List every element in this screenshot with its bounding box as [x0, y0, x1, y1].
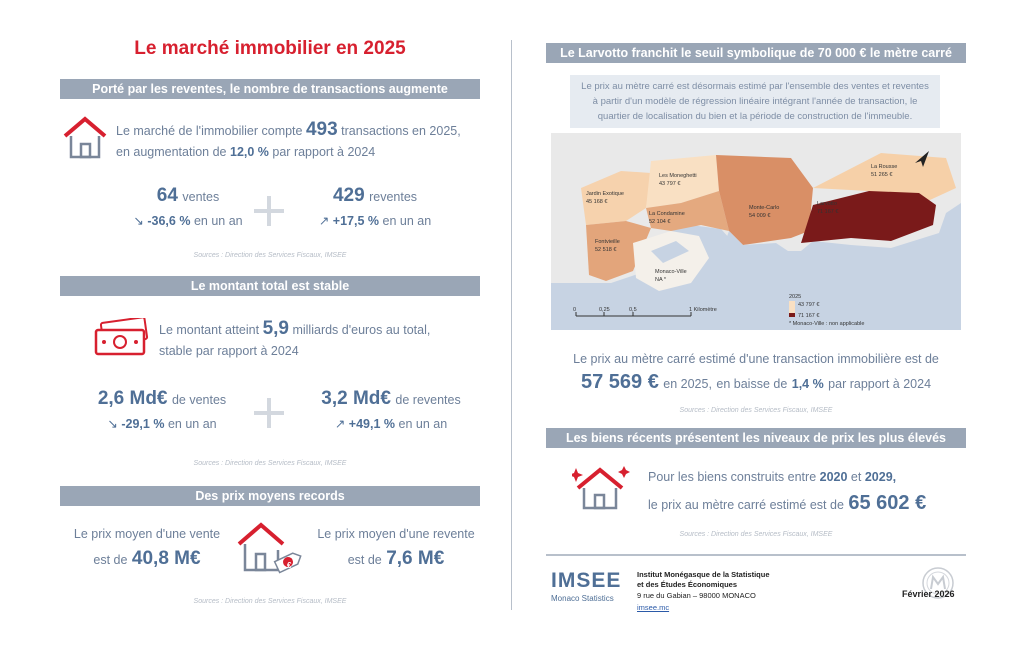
price-tag-symbol: € [287, 561, 292, 570]
institute-name-line1: Institut Monégasque de la Statistique [637, 570, 770, 579]
text-fragment: le prix au mètre carré estimé est de [648, 498, 844, 512]
map-value: 54 009 € [749, 213, 771, 219]
map-value: 43 797 € [659, 181, 681, 187]
prix-revente-block [306, 548, 486, 571]
price-change-value: 1,4 % [791, 377, 824, 391]
text-fragment: en un an [167, 417, 217, 431]
institute-name-line2: et des Études Économiques [637, 580, 738, 589]
map-label: Les Moneghetti [659, 173, 697, 179]
map-value: NA * [655, 277, 667, 283]
text-fragment: en 2025, [663, 377, 712, 391]
ventes-change-value: -36,6 % [147, 214, 191, 228]
ventes-label: ventes [182, 190, 220, 204]
footer-divider [546, 554, 966, 556]
text-fragment: en augmentation de [116, 145, 227, 159]
text-fragment: et [850, 470, 862, 484]
legend-note: * Monaco-Ville : non applicable [789, 321, 865, 327]
map-label: Monaco-Ville [655, 269, 687, 275]
sparkle-icon [572, 468, 583, 482]
map-label: Jardin Exotique [586, 191, 624, 197]
price-summary-line1: Le prix au mètre carré estimé d'une transaction immobilière est de [573, 352, 939, 366]
prix-revente-label: Le prix moyen d'une revente [317, 527, 475, 541]
plus-icon-bar [254, 411, 284, 415]
montant-text [159, 318, 479, 362]
text-fragment: en baisse de [716, 377, 788, 391]
text-fragment: Pour les biens construits entre [648, 470, 817, 484]
section-band-transactions: Porté par les reventes, le nombre de transactions augmente [60, 79, 480, 99]
legend-max: 71 167 € [798, 313, 820, 319]
prix-vente-value: 40,8 M€ [131, 548, 201, 569]
scale-label: 0,5 [629, 307, 637, 313]
section-band-recents: Les biens récents présentent les niveaux de prix les plus élevés [546, 428, 966, 448]
recent-line2 [648, 492, 968, 516]
imsee-logo-subtitle: Monaco Statistics [551, 594, 614, 603]
district-monte-carlo [716, 155, 813, 245]
prix-vente-label: Le prix moyen d'une vente [73, 527, 221, 541]
text-fragment: transactions en 2025, [341, 124, 461, 138]
montant-reventes-value: 3,2 Md€ [321, 388, 391, 409]
institute-website-link[interactable]: imsee.mc [637, 603, 670, 612]
text-fragment: stable par rapport à 2024 [159, 344, 299, 358]
prix-vente-block [62, 548, 232, 571]
section-band-larvotto: Le Larvotto franchit le seuil symbolique de 70 000 € le mètre carré [546, 43, 966, 63]
text-fragment: milliards d'euros au total, [292, 323, 431, 337]
montant-reventes-label: de reventes [395, 393, 461, 407]
montant-ventes-change-value: -29,1 % [121, 417, 165, 431]
montant-reventes-block [306, 388, 476, 411]
map-value: 45 168 € [586, 199, 608, 205]
map-value: 52 104 € [649, 219, 671, 225]
up-arrow-icon: ↗ [334, 417, 346, 431]
price-map [551, 133, 961, 330]
price-summary-line2 [546, 371, 966, 395]
legend-swatch-low [789, 301, 795, 313]
reventes-count: 429 [332, 185, 365, 206]
text-fragment: en un an [193, 214, 243, 228]
text-fragment: Le marché de l'immobilier compte [116, 124, 303, 138]
text-fragment: est de [347, 553, 382, 567]
scale-label: 0 [573, 307, 577, 313]
plus-icon-bar [254, 209, 284, 213]
reventes-count-block [300, 185, 450, 208]
recent-year-start: 2020 [819, 470, 848, 484]
ventes-count-block [118, 185, 258, 208]
publication-date: Février 2026 [902, 589, 955, 599]
map-label: Monte-Carlo [749, 205, 780, 211]
source-note: Sources : Direction des Services Fiscaux, IMSEE [679, 531, 833, 538]
ventes-count: 64 [156, 185, 178, 206]
transactions-text [116, 119, 486, 163]
map-value: 71 167 € [817, 209, 839, 215]
sparkle-icon [618, 466, 630, 478]
down-arrow-icon: ↘ [107, 417, 118, 431]
reventes-change [300, 211, 450, 232]
map-label: La Rousse [871, 164, 898, 170]
source-note: Sources : Direction des Services Fiscaux, IMSEE [193, 598, 347, 605]
methodology-note: Le prix au mètre carré est désormais estimé par l'ensemble des ventes et reventes à partir d'un modèle de régression linéaire intégrant l'année de transaction, le quartier de localisation du bien et la période de construction de l'immeuble. [570, 75, 940, 128]
scale-label: 1 Kilomètre [689, 307, 717, 313]
up-arrow-icon: ↗ [318, 214, 330, 228]
map-label: Larvotto [817, 201, 837, 207]
recent-line1 [648, 467, 968, 488]
legend-min: 43 797 € [798, 302, 820, 308]
recent-year-end: 2029, [864, 470, 897, 484]
section-band-prix: Des prix moyens records [60, 486, 480, 506]
column-divider [511, 40, 512, 610]
section-band-montant: Le montant total est stable [60, 276, 480, 296]
text-fragment: en un an [382, 214, 432, 228]
transactions-change: 12,0 % [230, 145, 269, 159]
map-label: La Condamine [649, 211, 685, 217]
legend-year: 2025 [789, 294, 802, 300]
montant-ventes-label: de ventes [171, 393, 227, 407]
down-arrow-icon: ↘ [133, 214, 144, 228]
montant-ventes-change [82, 414, 242, 435]
house-price-tag-icon [236, 520, 304, 578]
institute-address: 9 rue du Gabian – 98000 MONACO [637, 591, 756, 600]
reventes-label: reventes [369, 190, 418, 204]
montant-ventes-value: 2,6 Md€ [97, 388, 168, 409]
text-fragment: par rapport à 2024 [828, 377, 932, 391]
montant-value: 5,9 [262, 318, 289, 339]
ventes-change [118, 211, 258, 232]
new-house-icon [572, 464, 632, 512]
text-fragment: est de [93, 553, 128, 567]
text-fragment: en un an [398, 417, 448, 431]
banknotes-icon [92, 318, 150, 358]
legend-swatch-high [789, 313, 795, 317]
transactions-count: 493 [305, 119, 338, 140]
text-fragment: par rapport à 2024 [272, 145, 376, 159]
map-value: 52 518 € [595, 247, 617, 253]
map-value: 51 265 € [871, 172, 893, 178]
house-icon [62, 116, 108, 160]
page-title: Le marché immobilier en 2025 [134, 38, 406, 59]
scale-label: 0,25 [599, 307, 610, 313]
recent-price-value: 65 602 € [848, 492, 927, 514]
montant-ventes-block [82, 388, 242, 411]
text-fragment: Le montant atteint [159, 323, 260, 337]
prix-revente-value: 7,6 M€ [386, 548, 445, 569]
imsee-logo: IMSEE [551, 569, 622, 592]
montant-reventes-change-value: +49,1 % [348, 417, 396, 431]
montant-reventes-change [306, 414, 476, 435]
reventes-change-value: +17,5 % [332, 214, 380, 228]
source-note: Sources : Direction des Services Fiscaux, IMSEE [193, 252, 347, 259]
source-note: Sources : Direction des Services Fiscaux, IMSEE [193, 460, 347, 467]
map-label: Fontvieille [595, 239, 620, 245]
source-note: Sources : Direction des Services Fiscaux, IMSEE [679, 407, 833, 414]
price-per-m2-value: 57 569 € [580, 371, 659, 393]
